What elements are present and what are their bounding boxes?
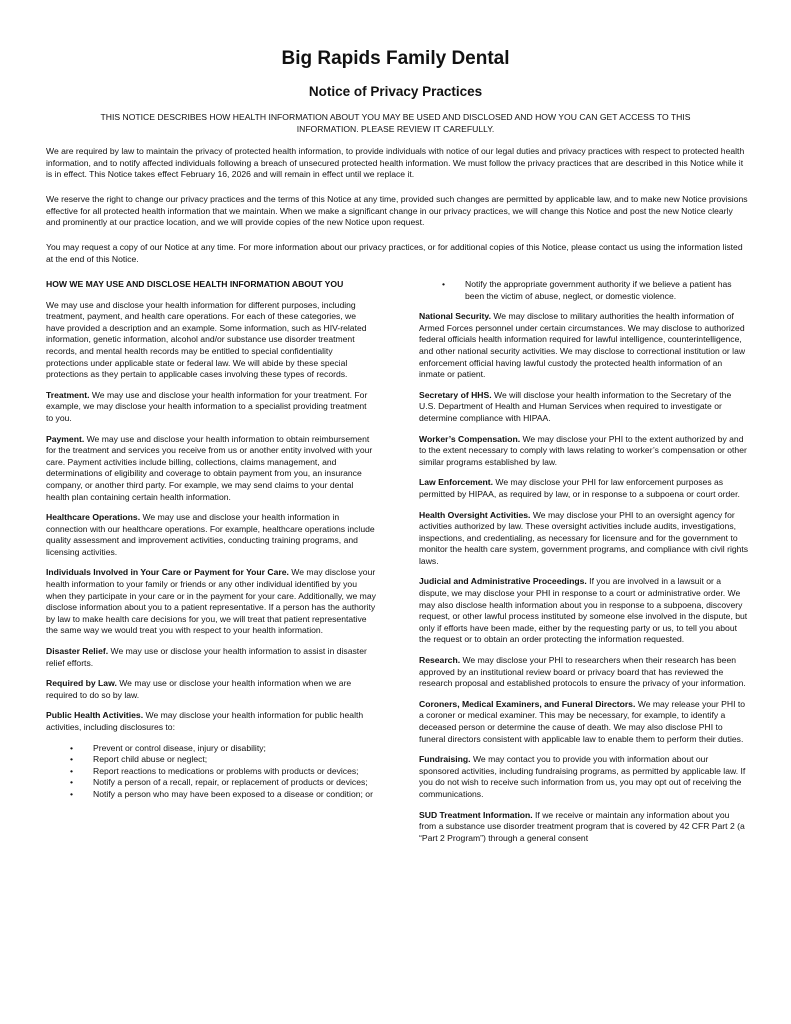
section-coroners-medical-examiners (419, 699, 749, 745)
section-label: Payment. (46, 433, 85, 444)
notice-subtitle: Notice of Privacy Practices (308, 84, 483, 99)
list-item: • Report reactions to medications or problems with products or devices; (46, 766, 376, 778)
section-law-enforcement (419, 477, 749, 500)
notice-statement: THIS NOTICE DESCRIBES HOW HEALTH INFORMATION ABOUT YOU MAY BE USED AND DISCLOSED AND HOW YOU CAN GET ACCESS TO THIS INFORMATION. PLEASE REVIEW IT CAREFULLY. (100, 112, 691, 134)
section-label: Disaster Relief. (46, 646, 109, 657)
section-text: We may disclose your PHI to researchers when their research has been approved by an institutional review board or privacy board that has reviewed the research proposal and established protocols to ensure the privacy of your information. (419, 655, 746, 689)
section-text: We may use and disclose your health information for your treatment. For example, we may disclose your health information to a specialist providing treatment to you. (46, 389, 368, 423)
intro-paragraph-legal-duties: We are required by law to maintain the privacy of protected health information, to provide individuals with notice of our legal duties and privacy practices with respect to protected health information, and to notify affected individuals following a breach of unsecured protected health information. We must follow the privacy practices that are described in this Notice while it is in effect. This Notice takes effect February 16, 2026 and will remain in effect until we replace it. (46, 146, 745, 180)
section-text: We may release your PHI to a coroner or medical examiner. This may be necessary, for example, to identify a deceased person or determine the cause of death. We may also disclose PHI to funeral directors consistent with applicable law to enable them to perform their duties. (419, 698, 746, 744)
section-label: Individuals Involved in Your Care or Payment for Your Care. (46, 567, 289, 578)
section-text: We may disclose your PHI to an oversight agency for activities authorized by law. These oversight activities include audits, investigations, inspections, and credentialing, as necessary for licensure and for the government to monitor the health care system, government programs, and compliance with civil rights laws. (419, 509, 749, 566)
list-item: • Notify the appropriate government authority if we believe a patient has been the victim of abuse, neglect, or domestic violence. (419, 279, 749, 302)
section-label: Health Oversight Activities. (419, 509, 531, 520)
section-fundraising (419, 754, 749, 800)
section-label: Research. (419, 655, 461, 666)
section-treatment (46, 390, 376, 425)
section-text: We may use or disclose your health information when we are required to do so by law. (46, 678, 352, 700)
section-text: We may use and disclose your health information in connection with our healthcare operations. For example, healthcare operations include quality assessment and improvement activities, conducting training programs, and licensing activities. (46, 512, 375, 557)
section-label: National Security. (419, 311, 491, 322)
left-column (46, 279, 376, 810)
section-text: We may use or disclose your health information to assist in disaster relief efforts. (46, 646, 367, 668)
section-individuals-involved (46, 567, 376, 637)
list-item: • Notify a person of a recall, repair, or replacement of products or devices; (46, 777, 376, 789)
section-sud-treatment (419, 810, 749, 845)
public-health-bullet-list-continued (419, 279, 749, 302)
list-item: • Notify a person who may have been exposed to a disease or condition; or (46, 789, 376, 801)
section-payment (46, 434, 376, 504)
section-label: Worker’s Compensation. (419, 433, 521, 444)
section-label: Fundraising. (419, 754, 471, 765)
section-workers-compensation (419, 434, 749, 469)
section-secretary-hhs (419, 390, 749, 425)
section-label: SUD Treatment Information. (419, 809, 533, 820)
public-health-bullet-list (46, 743, 376, 801)
section-national-security (419, 311, 749, 381)
section-label: Judicial and Administrative Proceedings. (419, 576, 587, 587)
section-text: We may use and disclose your health information to obtain reimbursement for the treatment and services you receive from us or another entity involved with your care. Payment activities include billing, collections, claims management, and determinations of eligibility and coverage to obtain payment from you, an insurance company, or another third party. For example, we may send claims to your dental health plan containing certain health information. (46, 433, 373, 502)
section-label: Law Enforcement. (419, 477, 494, 488)
section-heading-uses-disclosures: HOW WE MAY USE AND DISCLOSE HEALTH INFORMATION ABOUT YOU (46, 279, 344, 289)
section-label: Treatment. (46, 389, 90, 400)
list-item: • Report child abuse or neglect; (46, 754, 376, 766)
section-public-health (46, 710, 376, 733)
uses-disclosures-intro: We may use and disclose your health information for different purposes, including treatment, payment, and health care operations. For each of these categories, we have provided a description and an example. Some information, such as HIV-related information, genetic information, alcohol and/or substance use disorder treatment records, and mental health records may be entitled to special confidentiality protections under applicable state or federal law. We will abide by these special protections as they pertain to applicable cases involving these types of records. (46, 299, 367, 380)
section-label: Public Health Activities. (46, 710, 144, 721)
section-label: Coroners, Medical Examiners, and Funeral Directors. (419, 698, 636, 709)
section-label: Healthcare Operations. (46, 512, 141, 523)
section-text: We may contact you to provide you with information about our sponsored activities, including fundraising programs, as permitted by applicable law. If you do not wish to receive such information from us, you may opt out of receiving the communications. (419, 754, 746, 799)
section-text: We may disclose to military authorities the health information of Armed Forces personnel under certain circumstances. We may disclose to authorized federal officials health information required for lawful intelligence, counterintelligence, and other national security activities. We may disclose to correctional institution or law enforcement official having lawful custody the protected health information of an inmate or patient. (419, 311, 746, 380)
section-required-by-law (46, 678, 376, 701)
section-disaster-relief (46, 646, 376, 669)
section-label: Secretary of HHS. (419, 389, 492, 400)
intro-paragraph-changes: We reserve the right to change our privacy practices and the terms of this Notice at any time, provided such changes are permitted by applicable law, and to make new Notice provisions effective for all protected health information that we maintain. When we make a significant change in our privacy practices, we will change this Notice and post the new Notice clearly and prominently at our practice location, and we will provide copies of the new Notice upon request. (46, 194, 748, 228)
section-label: Required by Law. (46, 678, 117, 689)
section-text: We may disclose your health information to your family or friends or any other individual identified by you when they participate in your care or in the payment for your care. Additionally, we may disclose information about you to a patient representative. If a person has the authority by law to make health care decisions for you, we will treat that patient representative the same way we would treat you with respect to your health information. (46, 567, 376, 636)
section-healthcare-operations (46, 512, 376, 558)
section-text: If you are involved in a lawsuit or a dispute, we may disclose your PHI in response to a court or administrative order. We may also disclose health information about you in response to a subpoena, discovery request, or other lawful process instituted by someone else involved in the dispute, but only if efforts have been made, either by the requesting party or us, to tell you about the request or to obtain an order protecting the information requested. (419, 576, 748, 645)
section-text: If we receive or maintain any information about you from a substance use disorder treatment program that is covered by 42 CFR Part 2 (a “Part 2 Program”) through a general consent (419, 809, 745, 843)
practice-name-title: Big Rapids Family Dental (281, 48, 510, 69)
right-column (419, 279, 749, 853)
section-text: We may disclose your PHI to the extent authorized by and to the extent necessary to comply with laws relating to worker’s compensation or other similar programs established by law. (419, 433, 747, 467)
section-judicial-administrative (419, 576, 749, 646)
section-research (419, 655, 749, 690)
section-text: We will disclose your health information to the Secretary of the U.S. Department of Health and Human Services when required to investigate or determine compliance with HIPAA. (419, 389, 732, 423)
section-text: We may disclose your health information for public health activities, including disclosures to: (46, 710, 364, 732)
intro-paragraph-copies: You may request a copy of our Notice at any time. For more information about our privacy practices, or for additional copies of this Notice, please contact us using the information listed at the end of this Notice. (46, 242, 743, 264)
section-text: We may disclose your PHI for law enforcement purposes as permitted by HIPAA, as required by law, or in response to a subpoena or court order. (419, 477, 740, 499)
list-item: • Prevent or control disease, injury or disability; (46, 743, 376, 755)
section-health-oversight (419, 510, 749, 568)
